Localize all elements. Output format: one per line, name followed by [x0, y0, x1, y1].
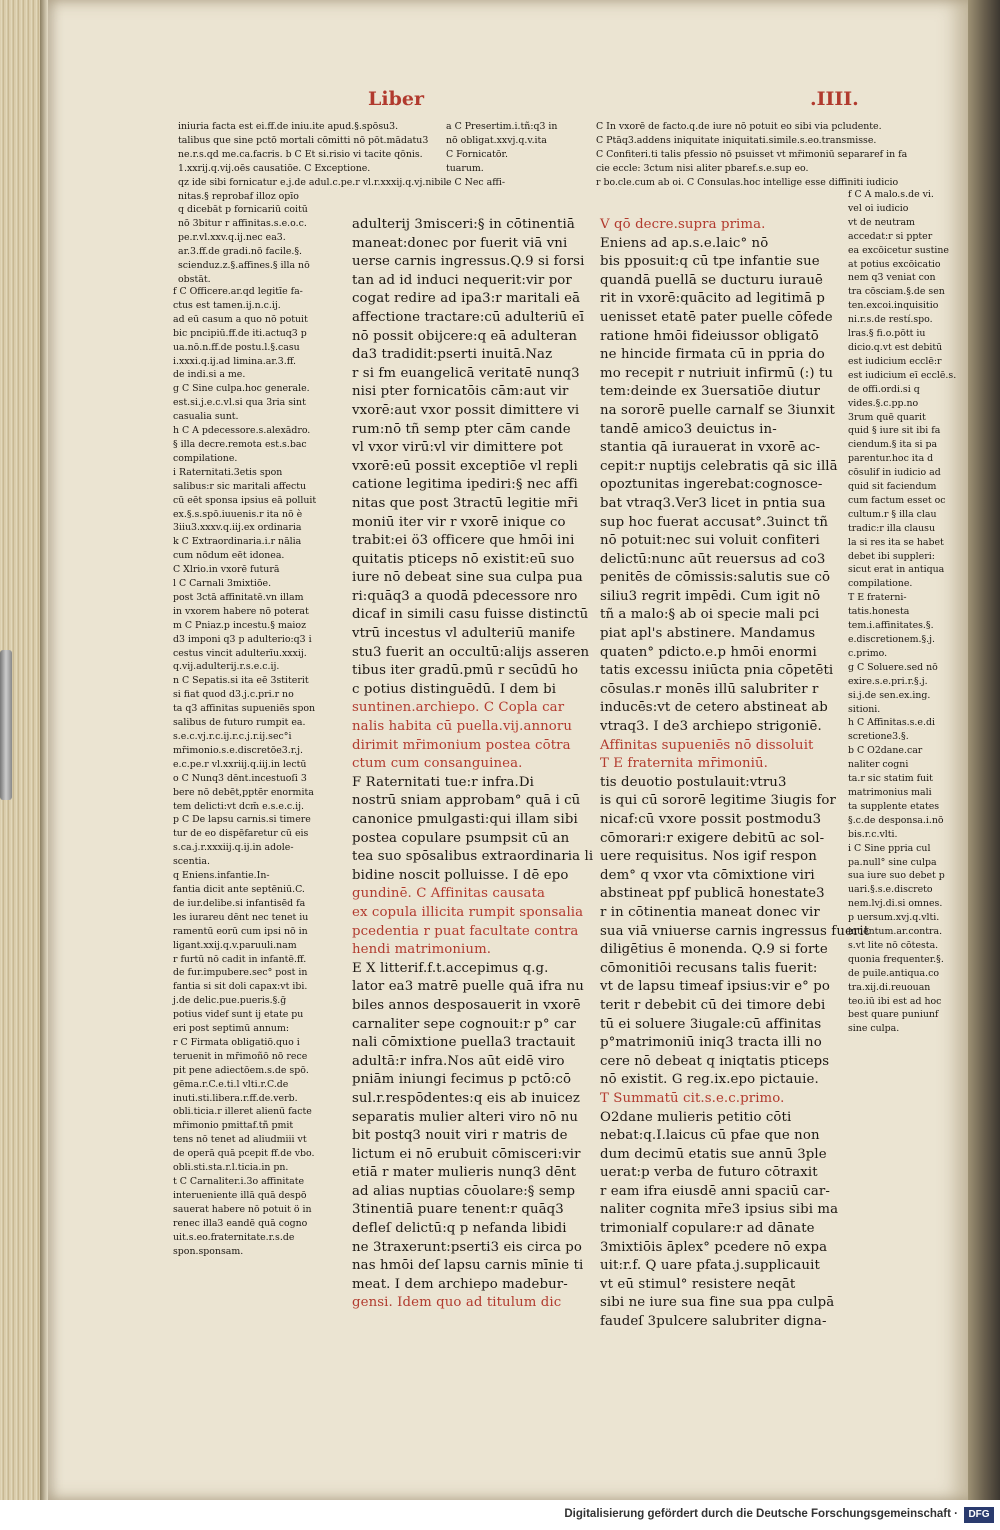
gloss-left-line: renec illa3 eandē quā cogno: [173, 1217, 308, 1229]
main-text-line: rum:nō tñ semp pter cām cande: [352, 421, 571, 437]
gloss-left-line: p C De lapsu carnis.si timere: [173, 814, 311, 826]
gloss-column-right: [848, 188, 958, 1036]
gloss-left-line: s.e.c.vj.r.c.ij.r.c.j.r.ij.sec°i: [173, 731, 292, 742]
main-text-line: biles annos desposauerit in vxorē: [352, 997, 581, 1013]
main-text-line: tibus iter gradū.pmū r secūdū ho: [352, 663, 579, 679]
main-text-line: ex copula illicita rumpit sponsalia: [352, 904, 584, 920]
main-text-line: T Summatū cit.s.e.c.primo.: [600, 1090, 785, 1106]
main-text-line: vt eū stimul° resistere neqāt: [600, 1276, 796, 1292]
main-text-line: F Raternitati tue:r infra.Di: [352, 774, 534, 790]
top-gloss-line: 1.xxrij.q.vij.oēs causatiōe. C Exceptione.: [178, 162, 371, 174]
main-text-line: tandē amico3 deuictus in-: [600, 421, 777, 437]
gloss-left-line: r furtū nō cadit in infantē.ff.: [173, 953, 307, 965]
gloss-left-line: m C Pniaz.p incestu.§ maioz: [173, 619, 307, 631]
main-text-line: da3 tradidit:pserti inuitā.Naz: [352, 347, 553, 363]
gloss-right-line: g C Soluere.sed nō: [848, 661, 938, 673]
gloss-right-line: cum factum esset oc: [848, 494, 946, 506]
main-text-line: na sororē puelle carnalf se 3iunxit: [600, 402, 835, 418]
gloss-left-line: de indi.si a me.: [173, 369, 246, 381]
main-text-line: c potius distinguēdū. I dem bi: [352, 681, 557, 697]
top-gloss-line: nō 3bitur r affinitas.s.e.o.c.: [178, 218, 307, 230]
gloss-left-line: g C Sine culpa.hoc generale.: [173, 383, 310, 395]
main-text-line: etiā r mater mulieris nunq3 dēnt: [352, 1165, 577, 1181]
gloss-left-line: casualia sunt.: [173, 411, 239, 423]
top-gloss-line: obstāt.: [178, 273, 211, 285]
main-text-line: bit postq3 nouit viri r matris de: [352, 1128, 568, 1144]
top-gloss-line: scienduz.z.§.affines.§ illa nō: [178, 260, 310, 272]
main-text-line: sup hoc fuerat accusat°.3uinct tñ: [600, 514, 828, 530]
main-text-line: separatis mulier alteri viro nō nu: [352, 1109, 579, 1125]
top-gloss-line: ar.3.ff.de gradi.nō facile.§.: [178, 246, 303, 258]
gloss-left-line: pit pene adiectōem.s.de spō.: [173, 1064, 309, 1076]
gloss-left-line: C Xlrio.in vxorē futurā: [173, 564, 280, 576]
main-text-line: nas hmōi deſ lapsu carnis mīnie ti: [352, 1258, 584, 1274]
gloss-left-line: bic pncipiū.ff.de iti.actuq3 p: [173, 327, 307, 339]
funding-credit: Digitalisierung gefördert durch die Deutsche Forschungsgemeinschaft ·: [564, 1508, 958, 1520]
main-text-line: diligētius ē monenda. Q.9 si forte: [600, 942, 828, 958]
main-text-line: defleſ delictū:q p nefanda libidi: [352, 1221, 567, 1237]
top-gloss-line: qz ide sibi fornicatur e.j.de adul.c.pe.r vl.r.xxxij.q.vj.nibil.: [178, 176, 450, 188]
main-text-line: quitatis pticeps nō existit:eū suo: [352, 551, 575, 567]
main-text-line: meat. I dem archiepo madebur-: [352, 1276, 568, 1292]
book-edge-right: [968, 0, 1000, 1500]
main-text-line: delictū:nunc aūt reuersus ad co3: [600, 551, 826, 567]
main-text-line: vxorē:eū possit exceptiōe vl repli: [352, 458, 578, 474]
top-gloss-line: nō obligat.xxvj.q.v.ita: [446, 134, 547, 146]
gloss-right-line: §.c.de desponsa.i.nō: [848, 814, 944, 826]
gloss-left-line: d3 imponi q3 p adulterio:q3 i: [173, 633, 312, 645]
main-text-line: tñ a malo:§ ab oi specie mali pci: [600, 607, 820, 623]
main-text-line: p°matrimoniū iniq3 tracta illi no: [600, 1035, 822, 1051]
gloss-left-line: tur de eo dispēfaretur cū eis: [173, 828, 309, 840]
main-text-line: dum decimū etatis sue annū 3ple: [600, 1146, 827, 1162]
gloss-right-line: uari.§.s.e.discreto: [848, 884, 933, 896]
main-text-line: piat apl's abstinere. Mandamus: [600, 626, 816, 642]
main-text-line: cōsulas.r monēs illū salubriter r: [600, 681, 819, 697]
main-text-line: abstineat ppf publicā honestate3: [600, 886, 825, 902]
main-text-line: ne 3traxerunt:pserti3 eis circa po: [352, 1239, 583, 1255]
top-gloss-line: nitas.§ reprobaf illoz opīo: [178, 190, 299, 202]
gloss-left-line: salibus:r sic maritali affectu: [173, 480, 307, 492]
top-gloss-line: a C Presertim.i.tñ:q3 in: [446, 121, 558, 132]
gloss-right-line: f C A malo.s.de vi.: [848, 189, 934, 200]
gloss-right-line: vides.§.c.pp.no: [848, 397, 919, 409]
gloss-right-line: quid sit faciendum: [848, 481, 937, 493]
gloss-left-line: ramentū eorū cum ipsi nō in: [173, 925, 308, 937]
gloss-left-line: r C Firmata obligatiō.quo i: [173, 1036, 300, 1048]
gloss-left-line: ua.nō.n.ff.de postu.l.§.casu: [173, 341, 300, 353]
main-text-line: penitēs de cōmissis:salutis sue cō: [600, 570, 831, 586]
gloss-right-line: naliter cogni: [848, 759, 909, 771]
gloss-left-line: cestus vincit adulterīu.xxxij.: [173, 647, 307, 659]
gloss-right-line: tatis.honesta: [848, 606, 910, 618]
gloss-right-line: T E fraterni-: [848, 592, 907, 604]
main-text-line: bidine noscit polluisse. I dē epo: [352, 867, 569, 883]
main-text-line: uit:r.f. Q uare pfata.j.supplicauit: [600, 1258, 820, 1274]
top-gloss-line: pe.r.vl.xxv.q.ij.nec ea3.: [178, 232, 286, 244]
gloss-left-line: q Eniens.infantie.In-: [173, 870, 270, 882]
gloss-right-line: p uersum.xvj.q.vlti.: [848, 912, 940, 924]
main-text-line: nō existit. G reg.ix.epo pictauie.: [600, 1072, 819, 1088]
gloss-right-line: e.discretionem.§.j.: [848, 634, 936, 645]
main-text-line: sibi ne iure sua fine sua ppa culpā: [600, 1295, 835, 1311]
gloss-right-line: teo.iū ibi est ad hoc: [848, 995, 942, 1007]
gloss-left-line: scentia.: [173, 856, 210, 868]
gloss-left-line: s.ca.j.r.xxxiij.q.ij.in adole-: [173, 842, 294, 854]
main-text-line: siliu3 regrit impēdi. Cum igit nō: [600, 588, 821, 604]
main-text-line: nisi pter fornicatōis cām:aut vir: [352, 384, 569, 400]
main-text-line: nebat:q.I.laicus cū pfae que non: [600, 1128, 820, 1144]
gloss-right-line: ciendum.§ ita si pa: [848, 439, 938, 451]
gloss-right-line: compilatione.: [848, 578, 913, 590]
gloss-left-line: 3iiu3.xxxv.q.iij.ex ordinaria: [173, 522, 302, 534]
main-text-line: trimonialf copulare:r ad dānate: [600, 1221, 815, 1237]
top-gloss-line: e C Nec affi-: [446, 176, 506, 188]
top-gloss-line: C Ptāq3.addens iniquitate iniquitati.simile.s.eo.transmisse.: [596, 134, 877, 146]
main-text-line: is qui cū sororē legitime 3iugis for: [600, 793, 836, 809]
main-text-line: tan ad id induci nequerit:vir por: [352, 272, 572, 288]
main-text-line: vtraq3. I de3 archiepo strigoniē.: [600, 719, 822, 735]
main-text-line: ad alias nuptias cōuolare:§ semp: [352, 1183, 576, 1199]
main-text-line: bat vtraq3.Ver3 licet in pntia sua: [600, 495, 826, 511]
main-text-line: gensi. Idem quo ad titulum dic: [352, 1295, 562, 1311]
gloss-right-line: ta supplente etates: [848, 800, 940, 812]
gloss-right-line: tra.xij.di.reuouan: [848, 981, 931, 993]
gloss-left-line: est.si.j.e.c.vl.si qua 3ria sint: [173, 397, 306, 409]
gloss-left-line: spon.sponsam.: [173, 1245, 244, 1257]
main-text-line: cōmonitiōi recusans talis fuerit:: [600, 960, 818, 976]
main-text-line: dem° q vxor vta cōmixtione viri: [600, 867, 815, 883]
top-gloss-line: talibus que sine pctō mortali cōmitti nō pōt.mādatu3: [178, 134, 429, 146]
gloss-right-line: cultum.r § illa clau: [848, 508, 937, 520]
main-text-line: affectione tractare:cū adulteriū eī: [352, 309, 585, 325]
gloss-left-line: salibus de futuro rumpit ea.: [173, 717, 306, 729]
main-text-line: inducēs:vt de cetero abstineat ab: [600, 700, 828, 716]
gloss-right-line: cōsulif in iudicio ad: [848, 467, 941, 479]
main-text-line: rit in vxorē:quācito ad legitimā p: [600, 291, 826, 307]
gloss-left-line: ex.§.s.spō.iuuenis.r ita nō è: [173, 508, 303, 520]
main-text-line: 3tinentiā puare tenent:r quāq3: [352, 1202, 564, 1218]
gloss-right-line: lras.§ fi.o.pōtt iu: [848, 328, 926, 340]
gloss-left-line: e.c.pe.r vl.xxriij.q.iij.in lectū: [173, 758, 307, 770]
main-text-line: T E fraternita mr̄imoniū.: [600, 756, 768, 772]
main-text-line: tea suo spōsalibus extraordinaria li: [352, 849, 594, 865]
gloss-left-line: eri post septimū annum:: [173, 1023, 289, 1035]
footer-bar: [0, 1500, 1000, 1530]
top-gloss-middle: [446, 120, 596, 190]
top-gloss-line: q dicebāt p fornicariū coitū: [178, 204, 308, 216]
main-text-line: quandā puellā se ducturu iurauē: [600, 272, 823, 288]
main-text-line: canonice pmulgasti:qui illam sibi: [352, 812, 578, 827]
main-text-line: vxorē:aut vxor possit dimittere vi: [352, 402, 580, 418]
gloss-left-line: bere nō debēt,pptēr enormita: [173, 786, 314, 798]
gloss-left-line: de fur.impubere.sec° post in: [173, 967, 308, 979]
gloss-right-line: ni.r.s.de restí.spo.: [848, 314, 933, 326]
main-text-line: nō potuit:nec sui voluit confiteri: [600, 533, 820, 549]
main-text-line: stu3 fuerit an occultū:alijs asseren: [352, 644, 590, 660]
main-text-line: mo recepit r nutriuit infirmū (:) tu: [600, 365, 834, 381]
main-text-line: cogat redire ad ipa3:r maritali eā: [352, 291, 581, 307]
clip-marker: [0, 650, 12, 800]
gloss-left-line: compilatione.: [173, 452, 238, 464]
gloss-left-line: n C Sepatis.si ita eē 3stiterit: [173, 675, 309, 687]
main-text-line: tū ei soluere 3iugale:cū affinitas: [600, 1016, 822, 1032]
main-text-line: O2dane mulieris petitio cōti: [600, 1109, 792, 1125]
main-text-line: trabit:ei ö3 officere que hmōi ini: [352, 533, 575, 549]
main-text-line: r in cōtinentia maneat donec vir: [600, 904, 820, 920]
gloss-right-line: sua iure suo debet p: [848, 870, 945, 882]
gloss-left-line: cum nōdum eēt idonea.: [173, 550, 285, 562]
gloss-left-line: i.xxxi.q.ij.ad limina.ar.3.ff.: [173, 355, 297, 367]
gloss-right-line: est iudicium ecclē:r: [848, 355, 942, 367]
main-text-line: postea copulare psumpsit cū an: [352, 830, 570, 846]
main-text-line: suntinen.archiepo. C Copla car: [352, 700, 565, 716]
top-gloss-line: C Fornicatōr.: [446, 148, 508, 160]
main-text-line: nali cōmixtione puella3 tractauit: [352, 1035, 576, 1051]
main-text-line: naliter cognita mr̄e3 ipsius sibi ma: [600, 1202, 839, 1218]
top-gloss-line: ne.r.s.qd me.ca.facris. b C Et si.risio vi tacite qōnis.: [178, 148, 423, 160]
gloss-right-line: nem q3 veniat con: [848, 272, 936, 284]
main-text-line: ratione hmōi fideiussor obligatō: [600, 328, 819, 344]
top-gloss-right: [596, 120, 956, 190]
main-text-line: maneat:donec por fuerit viā vni: [352, 235, 568, 251]
gloss-right-line: sine culpa.: [848, 1023, 900, 1035]
main-text-line: vt de lapsu timeaf ipsius:vir e° po: [600, 979, 830, 995]
gloss-right-line: pa.null° sine culpa: [848, 856, 937, 868]
gloss-left-line: les iurareu dēnt nec tenet iu: [173, 911, 309, 923]
gloss-right-line: 3rum quē quarit: [848, 411, 926, 423]
gloss-left-line: de iur.delibe.si infantisēd fa: [173, 897, 306, 909]
book-page: [48, 0, 968, 1500]
main-text-line: moniū iter vir r vxorē inique co: [352, 514, 566, 530]
gloss-left-line: obli.ticia.r illeret alienū facte: [173, 1106, 312, 1118]
main-text-line: carnaliter sepe cognouit:r p° car: [352, 1016, 576, 1032]
main-text-line: V qō decre.supra prima.: [600, 217, 766, 232]
top-gloss-line: iniuria facta est ei.ff.de iniu.ite apud.§.spōsu3.: [178, 121, 399, 132]
gloss-left-line: ctus est tamen.ij.n.c.ij.: [173, 299, 281, 311]
gloss-right-line: vel oi iudicio: [848, 202, 909, 214]
main-text-line: ri:quāq3 a quodā pdecessore nro: [352, 588, 578, 604]
main-text-line: opoztunitas ingerebat:cognosce-: [600, 477, 823, 493]
gloss-left-line: si fiat quod d3.j.c.pri.r no: [173, 689, 294, 701]
gloss-right-line: scretione3.§.: [848, 731, 909, 743]
main-text-line: nō possit obijcere:q eā adulteran: [352, 328, 578, 344]
gloss-left-line: in vxorem habere nō poterat: [173, 605, 309, 617]
top-gloss-line: C In vxorē de facto.q.de iure nō potuit eo sibi via pcludente.: [596, 121, 882, 132]
main-text-line: vl vxor virū:vl vir dimittere pot: [352, 440, 563, 456]
main-text-line: nitas que post 3tractū legitie mr̄i: [352, 495, 579, 511]
gloss-left-line: q.vij.adulterij.r.s.e.c.ij.: [173, 661, 280, 673]
gloss-left-line: § illa decre.remota est.s.bac: [173, 438, 307, 450]
gloss-left-line: cū eēt sponsa ipsius eā polluit: [173, 494, 317, 506]
gloss-left-line: i Raternitati.3etis spon: [173, 466, 283, 478]
gloss-left-line: ta q3 affinitas supueniēs spon: [173, 703, 316, 715]
gloss-left-line: h C A pdecessore.s.alexādro.: [173, 425, 311, 437]
gloss-left-line: uit.s.eo.fraternitate.r.s.de: [173, 1231, 295, 1243]
main-text-line: cōmorari:r exigere debitū ac sol-: [600, 830, 825, 846]
gloss-right-line: matrimonius mali: [848, 786, 932, 798]
main-text-line: adulterij 3misceri:§ in cōtinentiā: [352, 217, 575, 232]
main-text-line: tem:deinde ex 3uersatiōe diutur: [600, 384, 821, 400]
gloss-right-line: best quare puniunf: [848, 1009, 939, 1021]
main-text-line: quaten° pdicto.e.p hmōi enormi: [600, 644, 817, 660]
main-text-line: lictum ei nō erubuit cōmisceri:vir: [352, 1146, 581, 1162]
main-text-line: ctum cum consanguinea.: [352, 756, 523, 772]
gloss-right-line: parentur.hoc ita d: [848, 453, 934, 465]
main-text-line: tatis excessu iniūcta pnia cōpetēti: [600, 663, 834, 679]
gloss-left-line: fantia dicit ante septēniū.C.: [173, 883, 305, 895]
gloss-left-line: tem delicti:vt dcm̄ e.s.e.c.ij.: [173, 800, 305, 812]
main-text-line: nostrū sniam approbam° quā i cū: [352, 793, 581, 809]
gloss-right-line: bis.r.c.vlti.: [848, 828, 898, 840]
gloss-left-line: f C Officere.ar.qd legitīe fa-: [173, 286, 303, 297]
gloss-left-line: l C Carnali 3mixtiōe.: [173, 578, 272, 590]
gloss-left-line: inuti.sti.libera.r.ff.de.verb.: [173, 1092, 298, 1104]
gloss-left-line: ligant.xxij.q.v.paruuli.nam: [173, 939, 297, 951]
gloss-right-line: sicut erat in antiqua: [848, 564, 945, 576]
gloss-left-line: teruenit in mr̄imoñō nō rece: [173, 1050, 308, 1062]
main-text-line: gundinē. C Affinitas causata: [352, 886, 546, 902]
gloss-left-line: post 3ctā affinitatē.vn illam: [173, 591, 304, 603]
main-text-line: iure nō debeat sine sua culpa pua: [352, 570, 583, 586]
main-text-line: uere requisitus. Nos igif respon: [600, 849, 817, 865]
gloss-right-line: sitioni.: [848, 703, 881, 715]
gloss-right-line: c.primo.: [848, 647, 888, 659]
gloss-left-line: j.de delic.pue.pueris.§.ḡ: [173, 995, 287, 1007]
main-text-line: pniām iniungi fecimus p pctō:cō: [352, 1072, 572, 1088]
main-text-line: Eniens ad ap.s.e.laic° nō: [600, 235, 769, 251]
main-text-line: vtrū incestus vl adulteriū manife: [352, 626, 576, 642]
gloss-right-line: accedat:r si ppter: [848, 230, 933, 242]
main-text-line: sul.r.respōdentes:q eis ab inuicez: [352, 1090, 580, 1106]
gloss-right-line: debet ibi suppleri:: [848, 550, 935, 562]
gloss-right-line: exire.s.e.pri.r.§.j.: [848, 675, 928, 687]
main-text-line: tis deuotio postulauit:vtru3: [600, 774, 787, 790]
running-head-right: .IIII.: [810, 88, 859, 110]
main-text-line: lator ea3 matrē puelle quā ifra nu: [352, 979, 584, 995]
dfg-logo: DFG: [964, 1507, 994, 1523]
gloss-right-line: dicio.q.vt est debitū: [848, 341, 943, 353]
main-text-line: E X litterif.f.t.accepimus q.g.: [352, 960, 549, 976]
gloss-right-line: vt de neutram: [848, 216, 915, 228]
main-text-line: Affinitas supueniēs nō dissoluit: [600, 737, 814, 753]
gloss-right-line: b C O2dane.car: [848, 745, 923, 757]
gloss-right-line: at potius excōicatio: [848, 258, 941, 270]
gloss-right-line: est iudicium eī ecclē.s.: [848, 369, 957, 381]
gloss-left-line: de operā quā pcepit ff.de vbo.: [173, 1148, 315, 1160]
main-text-line: dicaf in simili casu fuisse distinctū: [352, 607, 589, 623]
gloss-right-line: de offi.ordi.si q: [848, 383, 920, 395]
main-text-line: bis pposuit:q cū tpe infantie sue: [600, 254, 820, 270]
main-text-line: cere nō debeat q iniqtatis pticeps: [600, 1053, 830, 1069]
main-text-line: sua viā vniuerse carnis ingressus fuerit: [600, 923, 870, 939]
gloss-left-line: t C Carnaliter.i.3o affinitate: [173, 1176, 305, 1187]
gloss-left-line: k C Extraordinaria.i.r nālia: [173, 536, 302, 548]
gloss-right-line: de puile.antiqua.co: [848, 967, 939, 979]
main-text-line: pcedentia r puat facultate contra: [352, 923, 579, 939]
gloss-left-line: potius videf sunt ij etate pu: [173, 1009, 304, 1021]
top-gloss-line: C Confiteri.ti talis pfessio nō psuisset vt mr̄imoniū separaref in fa: [596, 148, 908, 160]
gloss-right-line: ea excōicetur sustine: [848, 244, 949, 256]
main-text-line: ne hincide firmata cū in ppria do: [600, 347, 825, 363]
main-text-line: stantia qā iurauerat in vxorē ac-: [600, 440, 821, 456]
gloss-right-line: i C Sine ppria cul: [848, 842, 931, 854]
gloss-right-line: tem.i.affinitates.§.: [848, 620, 934, 632]
main-text-line: uenisset etatē pater puelle cōfede: [600, 309, 833, 325]
gloss-left-line: fantia si sit doli capax:vt ibi.: [173, 981, 308, 993]
top-gloss-line: r bo.cle.cum ab oi. C Consulas.hoc intellige esse diffiniti iudicio: [596, 176, 899, 188]
gloss-left-line: sauerat habere nō potuit ö in: [173, 1203, 312, 1215]
gloss-left-line: interueniente illā quā despō: [173, 1189, 307, 1201]
main-text-line: 3mixtiōis āplex° pcedere nō expa: [600, 1239, 828, 1255]
gloss-left-line: gēma.r.C.e.ti.l vlti.r.C.de: [173, 1078, 289, 1090]
gloss-right-line: ta.r sic statim fuit: [848, 773, 933, 785]
gloss-left-line: obli.sti.sta.r.l.ticia.in pn.: [173, 1162, 289, 1174]
main-text-line: r si fm euangelicā veritatē nunq3: [352, 365, 580, 381]
main-text-line: cepit:r nuptijs celebratis qā sic illā: [600, 458, 838, 474]
gloss-right-line: quid § iure sit ibi fa: [848, 425, 941, 437]
gloss-right-line: quonia frequenter.§.: [848, 953, 944, 965]
main-text-line: r eam ifra eiusdē anni spaciū car-: [600, 1183, 830, 1199]
main-text-line: terit r debebit cū dei timore debi: [600, 997, 826, 1013]
gloss-right-line: la si res ita se habet: [848, 536, 944, 548]
gloss-column-left: [173, 285, 333, 1258]
main-text-line: adultā:r infra.Nos aūt eidē viro: [352, 1053, 565, 1069]
main-text-line: uerat:p verba de futuro cōtraxit: [600, 1165, 818, 1181]
running-head-left: Liber: [368, 88, 424, 110]
gloss-right-line: tra cōsciam.§.de sen: [848, 286, 945, 298]
gloss-right-line: inuentum.ar.contra.: [848, 926, 943, 938]
main-text-line: catione legitima ipediri:§ nec affi: [352, 477, 578, 493]
gloss-right-line: si.j.de sen.ex.ing.: [848, 689, 931, 701]
main-text-line: faudeſ 3pulcere salubriter digna-: [600, 1314, 827, 1330]
gloss-left-line: ad eū casum a quo nō potuit: [173, 313, 308, 325]
book-gutter: [40, 0, 48, 1530]
gloss-right-line: nem.lvj.di.si omnes.: [848, 898, 943, 910]
main-text-line: hendi matrimonium.: [352, 942, 492, 958]
gloss-left-line: mr̄imonio.s.e.discretōe3.r.j.: [173, 744, 304, 756]
main-text-line: nicaf:cū vxore possit postmodu3: [600, 812, 822, 827]
top-gloss-line: cie eccle: 3ctum nisi aliter pbaref.s.e.sup eo.: [596, 162, 809, 174]
main-text-column-1: [352, 216, 600, 1313]
gloss-right-line: tradic:r illa clausu: [848, 522, 935, 534]
main-text-line: nalis habita cū puella.vij.annoru: [352, 719, 573, 735]
gloss-right-line: s.vt lite nō cōtesta.: [848, 939, 939, 951]
gloss-left-line: o C Nunq3 dēnt.incestuoſi 3: [173, 772, 307, 784]
gloss-right-line: ten.excoi.inquisitio: [848, 300, 939, 312]
gloss-left-line: mr̄imonio pmittaf.tñ pmit: [173, 1120, 294, 1132]
main-text-line: uerse carnis ingressus.Q.9 si forsi: [352, 254, 585, 270]
top-gloss-line: tuarum.: [446, 162, 484, 174]
main-text-line: dirimit mr̄imonium postea cōtra: [352, 737, 571, 753]
gloss-right-line: h C Affinitas.s.e.di: [848, 717, 935, 729]
gloss-left-line: tens nō tenet ad aliudmiii vt: [173, 1134, 307, 1146]
